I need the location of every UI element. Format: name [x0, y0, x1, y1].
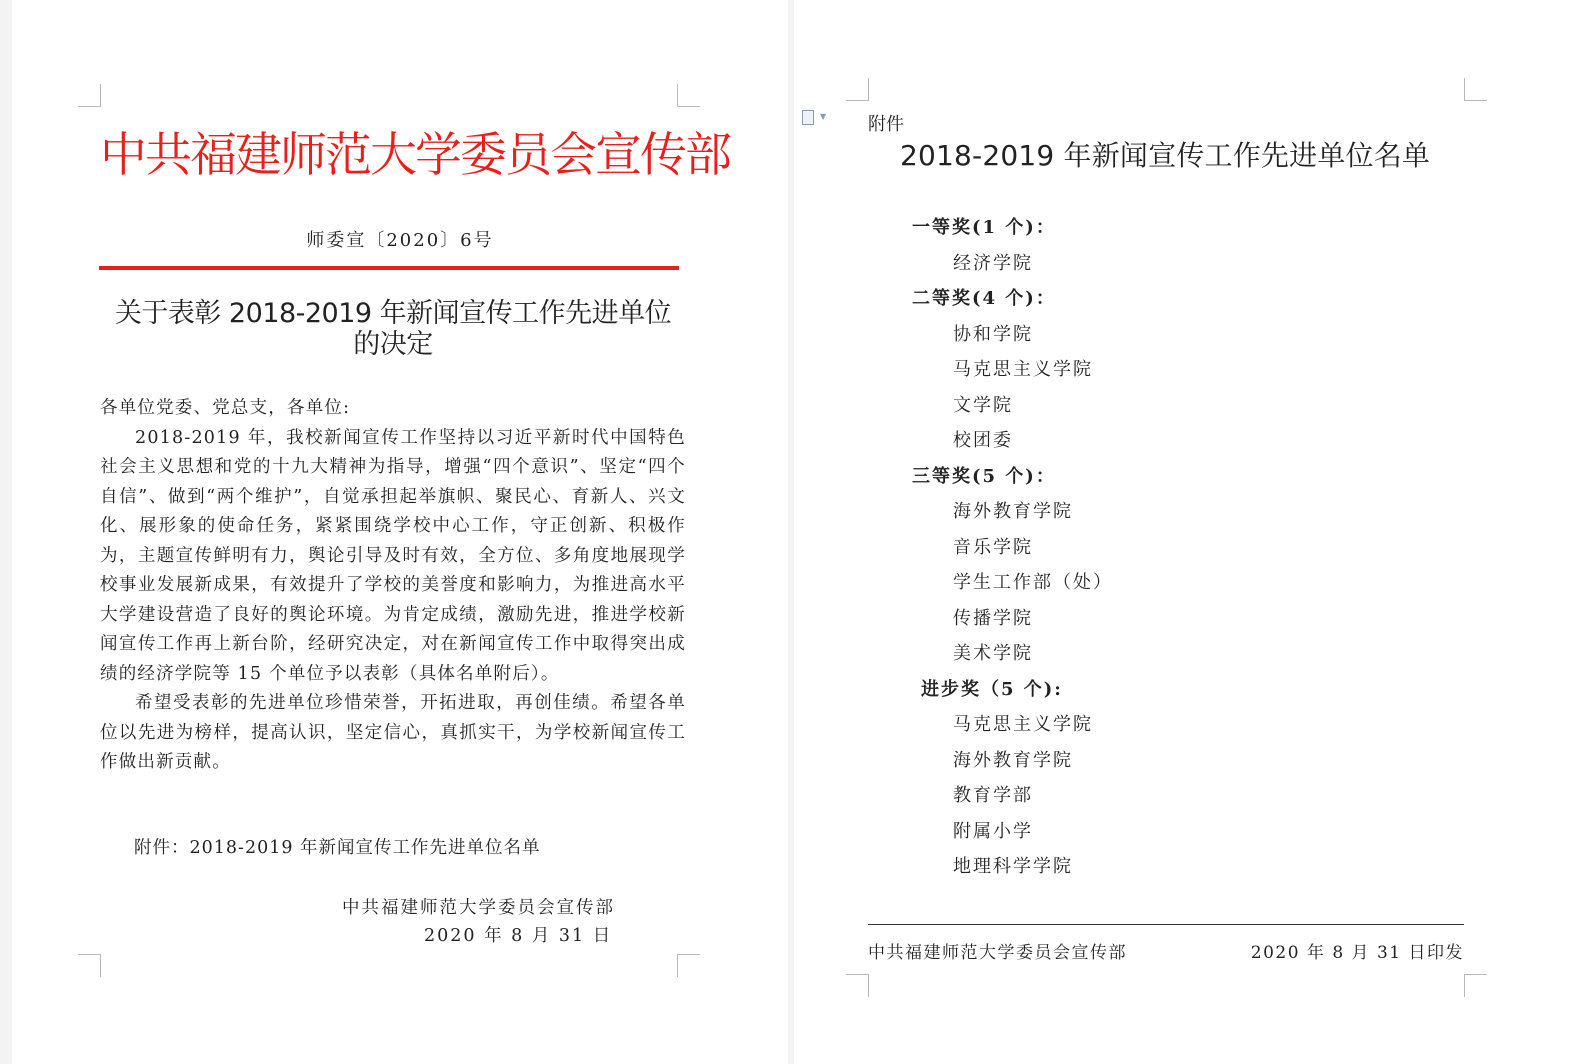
attachment-label: 附件	[868, 114, 904, 135]
footer-divider-line	[868, 924, 1464, 925]
crop-mark	[1464, 78, 1487, 101]
crop-mark	[1464, 974, 1487, 997]
title-line-2: 的决定	[353, 329, 433, 360]
footer-issue-date: 2020 年 8 月 31 日印发	[1250, 943, 1464, 963]
document-icon[interactable]	[802, 110, 832, 126]
title-line-1: 关于表彰 2018-2019 年新闻宣传工作先进单位	[114, 298, 672, 329]
crop-mark	[677, 954, 700, 977]
award-heading-second: 二等奖(4 个)：	[912, 288, 1056, 309]
list-item: 文学院	[953, 394, 1013, 416]
award-list	[912, 210, 1372, 885]
list-item: 附属小学	[953, 820, 1033, 842]
body-paragraph-1: 2018-2019 年，我校新闻宣传工作坚持以习近平新时代中国特色社会主义思想和党的十九大精神为指导，增强“四个意识”、坚定“四个自信”、做到“两个维护”，自觉承担起举旗帜、聚民心、育新人、兴文化、展形象的使命任务，紧紧围绕学校中心工作，守正创新、积极作为，主题宣传鲜明有力，舆论引导及时有效，全方位、多角度地展现学校事业发展新成果，有效提升了学校的美誉度和影响力，为推进高水平大学建设营造了良好的舆论环境。为肯定成绩，激励先进，推进学校新闻宣传工作再上新台阶，经研究决定，对在新闻宣传工作中取得突出成绩的经济学院等 15 个单位予以表彰（具体名单附后）。	[100, 427, 686, 684]
list-item: 马克思主义学院	[953, 359, 1093, 380]
crop-mark	[677, 84, 700, 107]
list-item: 马克思主义学院	[953, 714, 1093, 735]
list-item: 学生工作部（处）	[953, 572, 1113, 593]
crop-mark	[78, 84, 101, 107]
document-number: 师委宣〔2020〕6号	[306, 230, 494, 251]
crop-mark	[846, 974, 869, 997]
list-item: 美术学院	[953, 643, 1033, 664]
list-item: 地理科学学院	[953, 856, 1073, 877]
award-heading-progress: 进步奖（5 个):	[921, 678, 1063, 700]
list-item: 音乐学院	[953, 536, 1033, 558]
footer-organization: 中共福建师范大学委员会宣传部	[868, 943, 1127, 963]
award-heading-third: 三等奖(5 个)：	[912, 465, 1056, 487]
document-page-right	[794, 0, 1588, 1064]
attachment-line: 附件：2018-2019 年新闻宣传工作先进单位名单	[134, 838, 541, 858]
signature-organization: 中共福建师范大学委员会宣传部	[342, 898, 615, 918]
list-item: 教育学部	[953, 785, 1033, 806]
salutation: 各单位党委、党总支，各单位:	[100, 398, 351, 418]
org-header: 中共福建师范大学委员会宣传部	[100, 128, 730, 183]
caret-down-icon: ▼	[820, 112, 827, 121]
list-item: 协和学院	[953, 323, 1033, 345]
red-divider-line	[99, 266, 679, 270]
document-title	[98, 298, 688, 360]
crop-mark	[78, 954, 101, 977]
list-item: 海外教育学院	[953, 749, 1073, 771]
document-page-left	[12, 0, 788, 1064]
body-paragraph-2: 希望受表彰的先进单位珍惜荣誉，开拓进取，再创佳绩。希望各单位以先进为榜样，提高认识，坚定信心，真抓实干，为学校新闻宣传工作做出新贡献。	[100, 693, 686, 772]
award-heading-first: 一等奖(1 个)：	[912, 217, 1056, 238]
page-sheet-icon	[802, 110, 814, 125]
signature-date: 2020 年 8 月 31 日	[424, 926, 613, 946]
list-item: 经济学院	[953, 252, 1033, 274]
document-body	[100, 394, 686, 778]
crop-mark	[846, 78, 869, 101]
list-title: 2018-2019 年新闻宣传工作先进单位名单	[900, 139, 1431, 172]
list-item: 海外教育学院	[953, 501, 1073, 522]
list-item: 传播学院	[953, 607, 1033, 629]
list-item: 校团委	[953, 430, 1013, 451]
